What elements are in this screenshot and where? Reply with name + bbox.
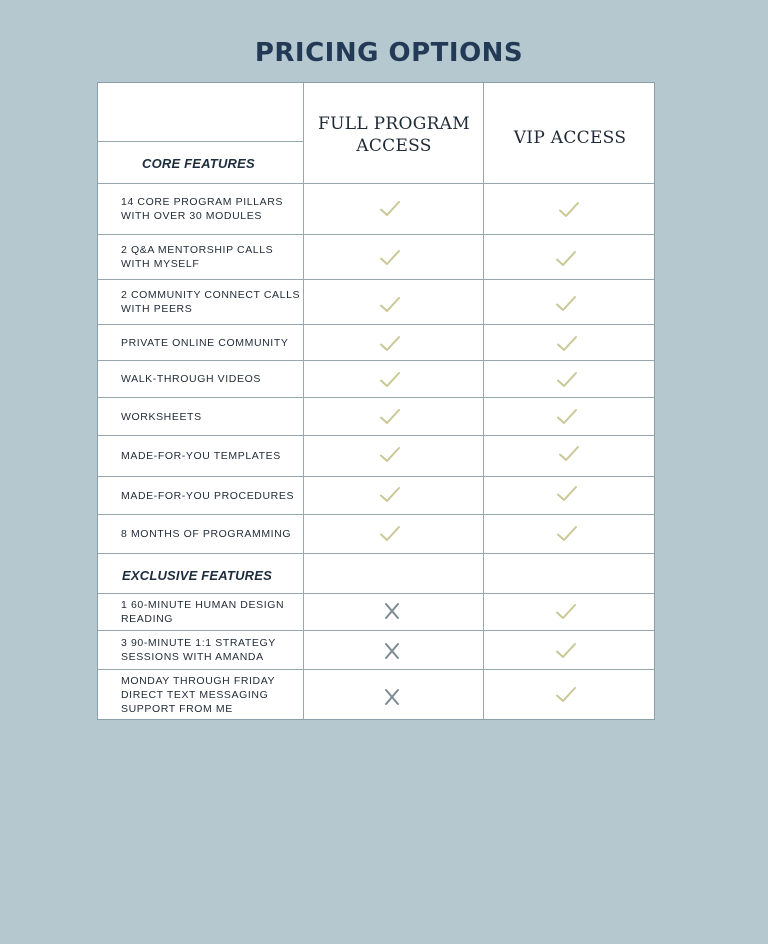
check-icon <box>556 525 578 543</box>
full-program-mark <box>379 296 401 314</box>
check-icon <box>379 525 401 543</box>
check-icon <box>556 335 578 353</box>
vip-mark <box>555 603 577 621</box>
check-icon <box>556 408 578 426</box>
vip-mark <box>555 295 577 313</box>
check-icon <box>555 603 577 621</box>
full-program-mark <box>379 446 401 464</box>
vip-mark <box>558 201 580 219</box>
full-program-mark <box>379 408 401 426</box>
vip-mark <box>556 485 578 503</box>
full-program-mark <box>379 525 401 543</box>
full-program-mark <box>379 249 401 267</box>
feature-label: MONDAY THROUGH FRIDAY DIRECT TEXT MESSAGING SUPPORT FROM ME <box>121 675 275 715</box>
feature-label: 8 MONTHS OF PROGRAMMING <box>121 528 292 540</box>
core-features-heading: CORE FEATURES <box>142 156 255 171</box>
check-icon <box>379 335 401 353</box>
full-program-mark <box>379 335 401 353</box>
row-divider <box>98 553 654 554</box>
check-icon <box>379 486 401 504</box>
check-icon <box>556 485 578 503</box>
check-icon <box>558 445 580 463</box>
cross-icon <box>381 642 403 660</box>
check-icon <box>555 295 577 313</box>
check-icon <box>379 371 401 389</box>
check-icon <box>558 201 580 219</box>
cross-icon <box>381 602 403 620</box>
vip-mark <box>555 250 577 268</box>
vip-mark <box>556 371 578 389</box>
pricing-table <box>97 82 655 720</box>
vip-mark <box>555 642 577 660</box>
feature-label: 3 90-MINUTE 1:1 STRATEGY SESSIONS WITH AMANDA <box>121 637 276 663</box>
vip-mark <box>555 686 577 704</box>
check-icon <box>555 250 577 268</box>
vip-mark <box>556 525 578 543</box>
check-icon <box>379 446 401 464</box>
check-icon <box>555 642 577 660</box>
feature-label: WALK-THROUGH VIDEOS <box>121 373 261 385</box>
feature-label: 2 Q&A MENTORSHIP CALLS WITH MYSELF <box>121 244 274 270</box>
exclusive-features-heading: EXCLUSIVE FEATURES <box>122 568 272 583</box>
check-icon <box>379 296 401 314</box>
vip-mark <box>556 335 578 353</box>
feature-label: WORKSHEETS <box>121 410 202 423</box>
full-program-mark <box>379 486 401 504</box>
feature-label: 1 60-MINUTE HUMAN DESIGN READING <box>121 599 285 625</box>
feature-label: 2 COMMUNITY CONNECT CALLS WITH PEERS <box>121 289 301 315</box>
column-divider <box>303 83 304 719</box>
page-title: PRICING OPTIONS <box>254 38 524 68</box>
vip-mark <box>556 408 578 426</box>
full-program-mark <box>379 200 401 218</box>
full-program-mark <box>381 688 403 706</box>
plan-header-full-program: FULL PROGRAM ACCESS <box>318 114 470 156</box>
full-program-mark <box>381 642 403 660</box>
column-divider <box>483 83 484 719</box>
check-icon <box>556 371 578 389</box>
header-divider <box>98 141 304 142</box>
check-icon <box>379 249 401 267</box>
full-program-mark <box>379 371 401 389</box>
plan-header-vip: VIP ACCESS <box>513 128 627 148</box>
full-program-mark <box>381 602 403 620</box>
feature-label: MADE-FOR-YOU PROCEDURES <box>121 489 295 502</box>
cross-icon <box>381 688 403 706</box>
check-icon <box>379 200 401 218</box>
feature-label: MADE-FOR-YOU TEMPLATES <box>121 450 281 462</box>
vip-mark <box>558 445 580 463</box>
check-icon <box>555 686 577 704</box>
feature-label: PRIVATE ONLINE COMMUNITY <box>121 336 289 349</box>
check-icon <box>379 408 401 426</box>
feature-label: 14 CORE PROGRAM PILLARS WITH OVER 30 MODULES <box>121 196 284 222</box>
